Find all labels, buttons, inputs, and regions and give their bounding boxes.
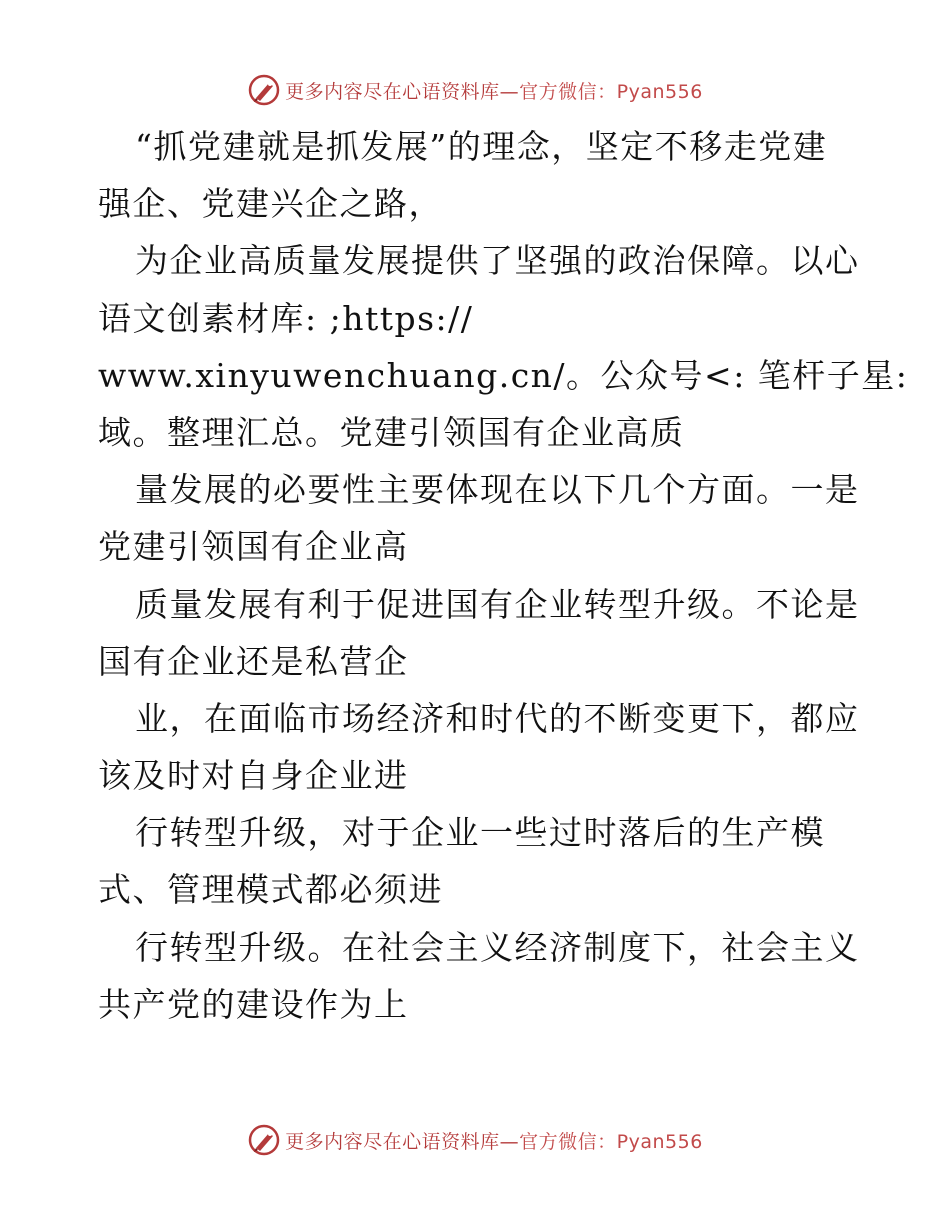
- header-wechat: 官方微信：Pyan556: [519, 80, 703, 103]
- footer-text: [285, 1127, 703, 1154]
- pen-nib-logo-icon: [247, 73, 281, 107]
- text-line: 共产党的建设作为上: [98, 984, 409, 1024]
- text-line: 业，在面临市场经济和时代的不断变更下，都应: [135, 698, 860, 738]
- footer-wechat: 官方微信：Pyan556: [519, 1130, 703, 1153]
- text-line: 党建引领国有企业高: [98, 527, 409, 567]
- text-line: 行转型升级，对于企业一些过时落后的生产模: [135, 813, 825, 853]
- text-line: 为企业高质量发展提供了坚强的政治保障。以心: [135, 241, 860, 281]
- header-text: [285, 77, 703, 104]
- text-line: 该及时对自身企业进: [98, 756, 409, 796]
- text-line: 质量发展有利于促进国有企业转型升级。不论是: [135, 584, 860, 624]
- text-line: 量发展的必要性主要体现在以下几个方面。一是: [135, 470, 860, 510]
- header-separator: —: [499, 80, 520, 103]
- footer-banner: [0, 1120, 950, 1160]
- text-line: 语文创素材库: ;https://: [98, 298, 474, 338]
- text-line: 式、管理模式都必须进: [98, 870, 443, 910]
- text-line: 行转型升级。在社会主义经济制度下，社会主义: [135, 927, 860, 967]
- text-line: 国有企业还是私营企: [98, 641, 409, 681]
- footer-separator: —: [499, 1130, 520, 1153]
- document-body: [98, 118, 909, 1033]
- header-banner: [0, 70, 950, 110]
- header-site-name: 更多内容尽在心语资料库: [285, 80, 500, 103]
- text-line: “抓党建就是抓发展”的理念，坚定不移走党建: [135, 127, 828, 166]
- text-line: www.xinyuwenchuang.cn/。公众号<: 笔杆子星:: [98, 355, 909, 395]
- footer-site-name: 更多内容尽在心语资料库: [285, 1130, 500, 1153]
- pen-nib-logo-icon: [247, 1123, 281, 1157]
- text-line: 域。整理汇总。党建引领国有企业高质: [98, 412, 685, 452]
- text-line: 强企、党建兴企之路，: [98, 184, 443, 224]
